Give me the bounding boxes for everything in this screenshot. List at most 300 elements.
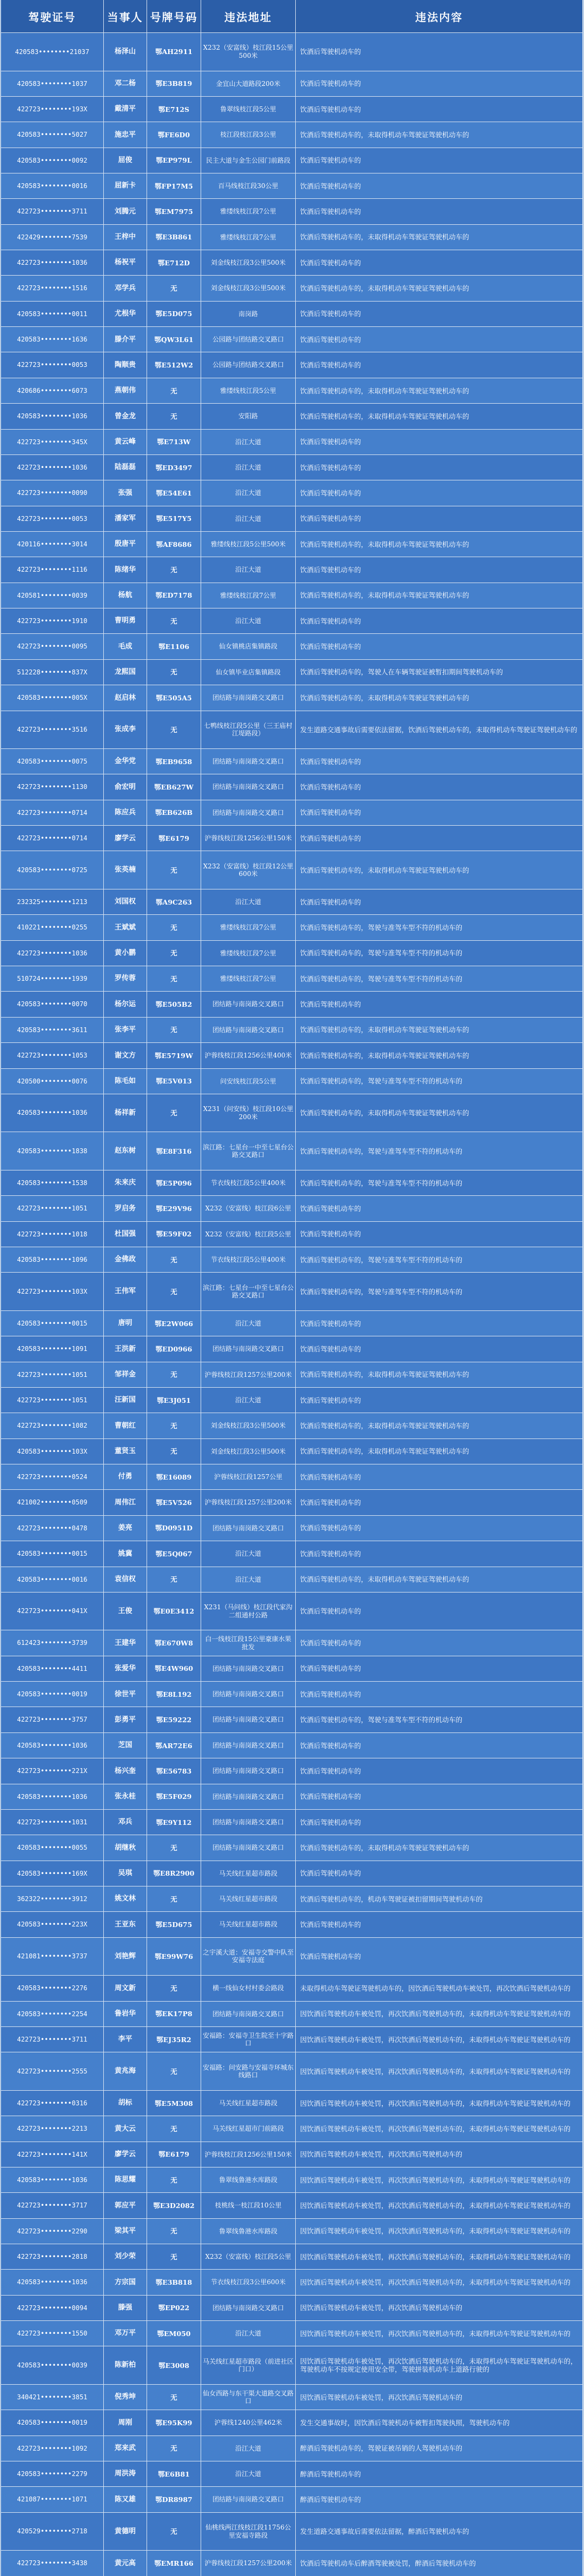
- location-cell: 之宇溪大道：安福寺交警中队至安福寺法庭: [201, 1938, 296, 1976]
- plate-number-cell: 鄂E3D2082: [147, 2193, 201, 2218]
- violation-content-cell: 发生道路交通事故后需要依法留据，饮酒后驾驶机动车的，未取得机动车驾驶证驾驶机动车的: [296, 711, 583, 749]
- party-name-cell: 龙熙国: [104, 660, 147, 685]
- location-cell: 团结路与南岗路交叉路口: [201, 749, 296, 774]
- plate-number-cell: 无: [147, 1886, 201, 1911]
- table-row: [1, 1387, 583, 1413]
- party-name-cell: 张成李: [104, 711, 147, 749]
- plate-number-cell: 鄂E4W960: [147, 1656, 201, 1681]
- table-row: [1, 1707, 583, 1732]
- party-name-cell: 王斌斌: [104, 915, 147, 940]
- plate-number-cell: 鄂E8L192: [147, 1682, 201, 1707]
- license-no-cell: 422723••••••••3717: [1, 2193, 104, 2218]
- party-name-cell: 陆磊磊: [104, 455, 147, 480]
- plate-number-cell: 鄂FE6D0: [147, 122, 201, 147]
- location-cell: 团结路与南岗路交叉路口: [201, 800, 296, 825]
- party-name-cell: 周刚: [104, 2410, 147, 2435]
- license-no-cell: 422723••••••••1082: [1, 1413, 104, 1438]
- location-cell: 刘金线枝江段3公里500米: [201, 1413, 296, 1438]
- location-cell: 团结路与南岗路交叉路口: [201, 2487, 296, 2512]
- location-cell: 团结路与南岗路交叉路口: [201, 1682, 296, 1707]
- license-no-cell: 422723••••••••1053: [1, 1043, 104, 1068]
- party-name-cell: 陈毛如: [104, 1069, 147, 1094]
- party-name-cell: 罗传蓉: [104, 966, 147, 991]
- violation-content-cell: 饮酒后驾驶机动车的，驾驶与准驾车型不符的机动车的: [296, 1069, 583, 1094]
- plate-number-cell: 无: [147, 711, 201, 749]
- location-cell: 马关线红星超市路段: [201, 1886, 296, 1911]
- party-name-cell: 方宗国: [104, 2270, 147, 2294]
- license-no-cell: 420583••••••••4411: [1, 1656, 104, 1681]
- plate-number-cell: 无: [147, 2116, 201, 2141]
- plate-number-cell: 无: [147, 1835, 201, 1860]
- license-no-cell: 422723••••••••3711: [1, 199, 104, 224]
- violation-content-cell: 饮酒后驾驶机动车的: [296, 634, 583, 659]
- violation-content-cell: 饮酒后驾驶机动车的，驾驶与准驾车型不符的机动车的: [296, 915, 583, 940]
- violation-content-cell: 饮酒后驾驶机动车的，驾驶与准驾车型不符的机动车的: [296, 1170, 583, 1195]
- plate-number-cell: 鄂EB9658: [147, 749, 201, 774]
- violation-content-cell: 饮酒后驾驶机动车的: [296, 1733, 583, 1758]
- license-no-cell: 422723••••••••1051: [1, 1388, 104, 1413]
- table-row: [1, 1336, 583, 1361]
- table-row: [1, 2384, 583, 2410]
- table-row: [1, 148, 583, 173]
- location-cell: 马关线红星超市路段: [201, 1912, 296, 1937]
- party-name-cell: 姚冀: [104, 1541, 147, 1566]
- plate-number-cell: 鄂E5V013: [147, 1069, 201, 1094]
- license-no-cell: 422723••••••••2290: [1, 2219, 104, 2244]
- license-no-cell: 340421••••••••3851: [1, 2385, 104, 2410]
- plate-number-cell: 无: [147, 1094, 201, 1132]
- violation-content-cell: 饮酒后驾驶机动车的: [296, 199, 583, 224]
- plate-number-cell: 鄂E517Y5: [147, 506, 201, 531]
- table-row: [1, 2346, 583, 2384]
- party-name-cell: 倪秀坤: [104, 2385, 147, 2410]
- license-no-cell: 420583••••••••169X: [1, 1861, 104, 1886]
- violation-content-cell: 饮酒后驾驶机动车的: [296, 1912, 583, 1937]
- party-name-cell: 周伟江: [104, 1490, 147, 1515]
- location-cell: 团结路与南岗路交叉路口: [201, 1336, 296, 1361]
- violation-content-cell: 饮酒后驾驶机动车的: [296, 173, 583, 198]
- location-cell: 团结路与南岗路交叉路口: [201, 774, 296, 799]
- table-row: [1, 2550, 583, 2575]
- plate-number-cell: 无: [147, 608, 201, 633]
- plate-number-cell: 鄂ED3497: [147, 455, 201, 480]
- license-no-cell: 410221••••••••0255: [1, 915, 104, 940]
- plate-number-cell: 鄂E6B81: [147, 2461, 201, 2486]
- location-cell: 团结路与南岗路交叉路口: [201, 1835, 296, 1860]
- violation-content-cell: 饮酒后驾驶机动车的，未取得机动车驾驶证驾驶机动车的: [296, 1567, 583, 1592]
- table-row: [1, 1413, 583, 1438]
- party-name-cell: 屈新卡: [104, 173, 147, 198]
- location-cell: 南岗路: [201, 302, 296, 326]
- location-cell: 沿江大道: [201, 506, 296, 531]
- license-no-cell: 422723••••••••1018: [1, 1222, 104, 1247]
- table-row: [1, 889, 583, 914]
- license-no-cell: 422723••••••••0524: [1, 1464, 104, 1489]
- table-row: [1, 1489, 583, 1515]
- party-name-cell: 施忠平: [104, 122, 147, 147]
- violation-content-cell: 饮酒后驾驶机动车的，未取得机动车驾驶证驾驶机动车的: [296, 1413, 583, 1438]
- plate-number-cell: 鄂E670W8: [147, 1630, 201, 1655]
- violation-content-cell: 饮酒后驾驶机动车的: [296, 1656, 583, 1681]
- violation-content-cell: 饮酒后驾驶机动车的: [296, 1311, 583, 1336]
- plate-number-cell: 鄂E5V526: [147, 1490, 201, 1515]
- plate-number-cell: 鄂E8R2900: [147, 1861, 201, 1886]
- location-cell: 雅缕线枝江段7公里: [201, 583, 296, 608]
- party-name-cell: 刘腾元: [104, 199, 147, 224]
- party-name-cell: 杜国强: [104, 1222, 147, 1247]
- license-no-cell: 512228••••••••837X: [1, 660, 104, 685]
- party-name-cell: 杨泽山: [104, 33, 147, 71]
- plate-number-cell: 鄂E712D: [147, 250, 201, 275]
- violation-content-cell: 饮酒后驾驶机动车的: [296, 302, 583, 326]
- table-row: [1, 1017, 583, 1042]
- plate-number-cell: 无: [147, 851, 201, 889]
- location-cell: 雅缕线枝江段7公里: [201, 966, 296, 991]
- party-name-cell: 黄大云: [104, 2116, 147, 2141]
- header-license-no: 驾驶证号: [1, 0, 104, 32]
- violation-content-cell: 饮酒后驾驶机动车的，驾驶与准驾车型不符的机动车的: [296, 1132, 583, 1170]
- table-row: [1, 1221, 583, 1247]
- table-row: [1, 1170, 583, 1195]
- plate-number-cell: 鄂E95K99: [147, 2410, 201, 2435]
- party-name-cell: 杨兴奎: [104, 1758, 147, 1783]
- plate-number-cell: 无: [147, 660, 201, 685]
- license-no-cell: 422723••••••••0090: [1, 480, 104, 505]
- location-cell: 节衣线枝江段5公里400米: [201, 1170, 296, 1195]
- location-cell: 鲁翠线鲁港水库路段: [201, 2167, 296, 2192]
- location-cell: 沪蓉线1240公里462米: [201, 2410, 296, 2435]
- table-row: [1, 403, 583, 429]
- license-no-cell: 420583••••••••1036: [1, 1094, 104, 1132]
- plate-number-cell: 鄂E8F316: [147, 1132, 201, 1170]
- license-no-cell: 420583••••••••1037: [1, 71, 104, 96]
- table-row: [1, 1886, 583, 1911]
- license-no-cell: 422723••••••••0094: [1, 2296, 104, 2320]
- location-cell: 横一线仙女村村委会路段: [201, 1976, 296, 2000]
- location-cell: 仙女镇桃店集镇路段: [201, 634, 296, 659]
- location-cell: 刘金线枝江段3公里500米: [201, 250, 296, 275]
- party-name-cell: 戴清平: [104, 97, 147, 122]
- party-name-cell: 王洪新: [104, 1336, 147, 1361]
- plate-number-cell: 鄂E56783: [147, 1758, 201, 1783]
- plate-number-cell: 鄂E0E3412: [147, 1593, 201, 1630]
- violation-content-cell: 因饮酒后驾驶机动车被处罚，再次饮酒后驾驶机动车的: [296, 2385, 583, 2410]
- violation-content-cell: 发生道路交通事故后需要依法留据，醉酒后驾驶机动车的: [296, 2513, 583, 2551]
- location-cell: X232（安富线）枝江段5公里: [201, 1222, 296, 1247]
- violation-content-cell: 因饮酒后驾驶机动车被处罚，再次饮酒后驾驶机动车的，未取得机动车驾驶证驾驶机动车的: [296, 2091, 583, 2116]
- plate-number-cell: 鄂ED0966: [147, 1336, 201, 1361]
- plate-number-cell: 鄂E3J051: [147, 1388, 201, 1413]
- party-name-cell: 吴琪: [104, 1861, 147, 1886]
- table-row: [1, 1592, 583, 1630]
- location-cell: 沪蓉线枝江段1257公里: [201, 1464, 296, 1489]
- table-row: [1, 851, 583, 889]
- location-cell: 团结路与南岗路交叉路口: [201, 2296, 296, 2320]
- license-no-cell: 422723••••••••1031: [1, 1810, 104, 1835]
- party-name-cell: 张英楠: [104, 851, 147, 889]
- license-no-cell: 420583••••••••1036: [1, 1733, 104, 1758]
- party-name-cell: 金佛政: [104, 1247, 147, 1272]
- license-no-cell: 420583••••••••0725: [1, 851, 104, 889]
- table-row: [1, 2142, 583, 2167]
- table-row: [1, 2026, 583, 2052]
- location-cell: 马关线红星超市路段（前进社区门口）: [201, 2346, 296, 2384]
- location-cell: 沪蓉线枝江段1256公里400米: [201, 1043, 296, 1068]
- table-row: [1, 224, 583, 250]
- plate-number-cell: 鄂E6179: [147, 826, 201, 851]
- violation-content-cell: 饮酒后驾驶机动车的: [296, 430, 583, 454]
- party-name-cell: 汪新国: [104, 1388, 147, 1413]
- table-row: [1, 2052, 583, 2090]
- party-name-cell: 黄兆海: [104, 2052, 147, 2090]
- violation-content-cell: 饮酒后驾驶机动车的，未取得机动车驾驶证驾驶机动车的: [296, 276, 583, 300]
- license-no-cell: 420583••••••••1636: [1, 327, 104, 352]
- table-row: [1, 1541, 583, 1566]
- location-cell: 沪蓉线枝江段1256公里150米: [201, 826, 296, 851]
- party-name-cell: 廖学云: [104, 2142, 147, 2167]
- table-row: [1, 2116, 583, 2141]
- violation-content-cell: 饮酒后驾驶机动车的: [296, 1810, 583, 1835]
- violation-content-cell: 饮酒后驾驶机动车的: [296, 250, 583, 275]
- plate-number-cell: 鄂EMR166: [147, 2551, 201, 2575]
- plate-number-cell: 无: [147, 2052, 201, 2090]
- party-name-cell: 邓兵: [104, 1810, 147, 1835]
- party-name-cell: 李平: [104, 2027, 147, 2052]
- table-row: [1, 711, 583, 749]
- violation-content-cell: 饮酒后驾驶机动车的: [296, 1784, 583, 1809]
- plate-number-cell: 鄂AF8686: [147, 532, 201, 557]
- location-cell: 刘金线枝江段3公里500米: [201, 276, 296, 300]
- plate-number-cell: 无: [147, 1273, 201, 1310]
- plate-number-cell: 鄂E505A5: [147, 685, 201, 710]
- table-row: [1, 2090, 583, 2116]
- location-cell: 团结路与南岗路交叉路口: [201, 992, 296, 1016]
- violation-content-cell: 饮酒后驾驶机动车的，未取得机动车驾驶证驾驶机动车的: [296, 583, 583, 608]
- violation-content-cell: 饮酒后驾驶机动车的: [296, 800, 583, 825]
- violation-content-cell: 饮酒后驾驶机动车的: [296, 889, 583, 914]
- party-name-cell: 王梓中: [104, 225, 147, 250]
- location-cell: 沿江大道: [201, 1311, 296, 1336]
- violation-content-cell: 因饮酒后驾驶机动车被处罚，再次饮酒后驾驶机动车的，未取得机动车驾驶证驾驶机动车的: [296, 2193, 583, 2218]
- table-row: [1, 1310, 583, 1336]
- party-name-cell: 邓万平: [104, 2321, 147, 2346]
- party-name-cell: 王俊: [104, 1593, 147, 1630]
- license-no-cell: 420116••••••••3014: [1, 532, 104, 557]
- license-no-cell: 362322••••••••3912: [1, 1886, 104, 1911]
- license-no-cell: 420529••••••••2718: [1, 2513, 104, 2551]
- table-row: [1, 326, 583, 352]
- party-name-cell: 刘艳辉: [104, 1938, 147, 1976]
- license-no-cell: 422723••••••••041X: [1, 1593, 104, 1630]
- violation-content-cell: 饮酒后驾驶机动车的，未取得机动车驾驶证驾驶机动车的: [296, 378, 583, 403]
- location-cell: 沿江大道: [201, 430, 296, 454]
- plate-number-cell: 无: [147, 404, 201, 429]
- license-no-cell: 422723••••••••3757: [1, 1707, 104, 1732]
- table-row: [1, 1809, 583, 1835]
- party-name-cell: 陈思耀: [104, 2167, 147, 2192]
- license-no-cell: 420583••••••••5027: [1, 122, 104, 147]
- table-row: [1, 1911, 583, 1937]
- violation-content-cell: 饮酒后驾驶机动车的: [296, 749, 583, 774]
- party-name-cell: 姜亮: [104, 1516, 147, 1541]
- license-no-cell: 420583••••••••3611: [1, 1018, 104, 1042]
- table-row: [1, 914, 583, 940]
- location-cell: 团结路与南岗路交叉路口: [201, 685, 296, 710]
- license-no-cell: 422723••••••••141X: [1, 2142, 104, 2167]
- plate-number-cell: 鄂EB626B: [147, 800, 201, 825]
- location-cell: 团结路与南岗路交叉路口: [201, 2002, 296, 2026]
- table-row: [1, 1681, 583, 1707]
- location-cell: 雅缕线枝江段5公里: [201, 378, 296, 403]
- plate-number-cell: 无: [147, 557, 201, 582]
- license-no-cell: 420583••••••••0011: [1, 302, 104, 326]
- party-name-cell: 胡标: [104, 2091, 147, 2116]
- table-row: [1, 633, 583, 659]
- violation-content-cell: 饮酒后驾驶机动车的: [296, 1516, 583, 1541]
- plate-number-cell: 无: [147, 2513, 201, 2551]
- plate-number-cell: 无: [147, 1362, 201, 1387]
- table-row: [1, 1195, 583, 1221]
- table-row: [1, 1784, 583, 1809]
- violation-content-cell: 饮酒后驾驶机动车的: [296, 774, 583, 799]
- plate-number-cell: 鄂E3008: [147, 2346, 201, 2384]
- violation-content-cell: 饮酒后驾驶机动车的，未取得机动车驾驶证驾驶机动车的: [296, 851, 583, 889]
- license-no-cell: 422723••••••••1516: [1, 276, 104, 300]
- party-name-cell: 罗启务: [104, 1196, 147, 1221]
- table-row: [1, 1094, 583, 1132]
- license-no-cell: 420583••••••••1036: [1, 1784, 104, 1809]
- location-cell: X232（安富线）枝江段5公里: [201, 2244, 296, 2269]
- plate-number-cell: 无: [147, 1567, 201, 1592]
- party-name-cell: 彭勇平: [104, 1707, 147, 1732]
- location-cell: 雅缕线枝江段5公里500米: [201, 532, 296, 557]
- party-name-cell: 张强: [104, 480, 147, 505]
- table-row: [1, 1732, 583, 1758]
- plate-number-cell: 鄂E505B2: [147, 992, 201, 1016]
- party-name-cell: 杨祝平: [104, 250, 147, 275]
- violation-content-cell: 饮酒后驾驶机动车的: [296, 327, 583, 352]
- plate-number-cell: 鄂EP022: [147, 2296, 201, 2320]
- party-name-cell: 黄德明: [104, 2513, 147, 2551]
- plate-number-cell: 鄂E5D075: [147, 302, 201, 326]
- plate-number-cell: 鄂E99W76: [147, 1938, 201, 1976]
- location-cell: X232（安富线）枝江段15公里500米: [201, 33, 296, 71]
- party-name-cell: 张爱华: [104, 1656, 147, 1681]
- violation-content-cell: 因饮酒后驾驶机动车被处罚，再次饮酒后驾驶机动车的，未取得机动车驾驶证驾驶机动车的: [296, 2219, 583, 2244]
- location-cell: 沿江大道: [201, 480, 296, 505]
- table-row: [1, 1272, 583, 1310]
- location-cell: 团结路与南岗路交叉路口: [201, 1810, 296, 1835]
- party-name-cell: 陈又雄: [104, 2487, 147, 2512]
- plate-number-cell: 无: [147, 915, 201, 940]
- plate-number-cell: 无: [147, 1976, 201, 2000]
- violation-content-cell: 发生交通事故时，因饮酒后驾驶机动车被暂扣驾驶执照，驾驶机动车的: [296, 2410, 583, 2435]
- table-row: [1, 2001, 583, 2026]
- table-row: [1, 659, 583, 685]
- license-no-cell: 612423••••••••3739: [1, 1630, 104, 1655]
- violation-content-cell: 因饮酒后驾驶机动车被处罚，再次饮酒后驾驶机动车的，未取得机动车驾驶证驾驶机动车的: [296, 2116, 583, 2141]
- party-name-cell: 赵启林: [104, 685, 147, 710]
- license-no-cell: 422723••••••••2555: [1, 2052, 104, 2090]
- license-no-cell: 422723••••••••0053: [1, 352, 104, 377]
- party-name-cell: 周文新: [104, 1976, 147, 2000]
- party-name-cell: 张李平: [104, 1018, 147, 1042]
- plate-number-cell: 无: [147, 2244, 201, 2269]
- table-header: [1, 0, 583, 32]
- violation-content-cell: 饮酒后驾驶机动车的，驾驶与准驾车型不符的机动车的: [296, 1273, 583, 1310]
- table-row: [1, 2486, 583, 2512]
- plate-number-cell: 无: [147, 276, 201, 300]
- plate-number-cell: 鄂D0951D: [147, 1516, 201, 1541]
- license-no-cell: 232325••••••••1213: [1, 889, 104, 914]
- violation-content-cell: 饮酒后驾驶机动车的: [296, 506, 583, 531]
- plate-number-cell: 无: [147, 1439, 201, 1464]
- table-row: [1, 96, 583, 122]
- table-row: [1, 1656, 583, 1681]
- location-cell: 团结路与南岗路交叉路口: [201, 1018, 296, 1042]
- plate-number-cell: 鄂DR8987: [147, 2487, 201, 2512]
- party-name-cell: 邓学兵: [104, 276, 147, 300]
- location-cell: 马关线红星超市门前路段: [201, 2116, 296, 2141]
- plate-number-cell: 无: [147, 2436, 201, 2461]
- violation-content-cell: 饮酒后驾驶机动车的，未取得机动车驾驶证驾驶机动车的: [296, 1018, 583, 1042]
- table-row: [1, 429, 583, 454]
- license-no-cell: 420583••••••••0015: [1, 1311, 104, 1336]
- party-name-cell: 王伟军: [104, 1273, 147, 1310]
- license-no-cell: 420583••••••••1036: [1, 404, 104, 429]
- table-row: [1, 2512, 583, 2551]
- table-row: [1, 2244, 583, 2269]
- license-no-cell: 420583••••••••0092: [1, 148, 104, 173]
- plate-number-cell: 鄂E512W2: [147, 352, 201, 377]
- party-name-cell: 燕朝伟: [104, 378, 147, 403]
- violation-content-cell: 醉酒后驾驶机动车的: [296, 2461, 583, 2486]
- plate-number-cell: 鄂E1106: [147, 634, 201, 659]
- violation-content-cell: 饮酒后驾驶机动车的，未取得机动车驾驶证驾驶机动车的: [296, 225, 583, 250]
- party-name-cell: 曹朝红: [104, 1413, 147, 1438]
- violation-content-cell: 饮酒后驾驶机动车的: [296, 992, 583, 1016]
- plate-number-cell: 鄂E5F029: [147, 1784, 201, 1809]
- table-row: [1, 352, 583, 377]
- location-cell: 民主大道与金生公园门前路段: [201, 148, 296, 173]
- party-name-cell: 袁信权: [104, 1567, 147, 1592]
- violation-content-cell: 饮酒后驾驶机动车的: [296, 1758, 583, 1783]
- plate-number-cell: 鄂EB627W: [147, 774, 201, 799]
- party-name-cell: 金华党: [104, 749, 147, 774]
- violation-content-cell: 饮酒后驾驶机动车的，未取得机动车驾驶证驾驶机动车的: [296, 1835, 583, 1860]
- party-name-cell: 郭应平: [104, 2193, 147, 2218]
- violation-content-cell: 饮酒后驾驶机动车的: [296, 608, 583, 633]
- plate-number-cell: 无: [147, 378, 201, 403]
- plate-number-cell: 鄂E3B861: [147, 225, 201, 250]
- location-cell: X231（问安线）枝江段10公里200米: [201, 1094, 296, 1132]
- party-name-cell: 董贤玉: [104, 1439, 147, 1464]
- party-name-cell: 屈俊: [104, 148, 147, 173]
- location-cell: X232（安富线）枝江段6公里: [201, 1196, 296, 1221]
- license-no-cell: 420583••••••••1538: [1, 1170, 104, 1195]
- party-name-cell: 黄元高: [104, 2551, 147, 2575]
- table-row: [1, 480, 583, 505]
- violation-content-cell: 饮酒后驾驶机动车的: [296, 33, 583, 71]
- location-cell: 白一线枝江段15公里豪康水果批发: [201, 1630, 296, 1655]
- location-cell: 仙女西路与东干渠大道路交叉路口: [201, 2385, 296, 2410]
- party-name-cell: 胡继秋: [104, 1835, 147, 1860]
- location-cell: 沿江大道: [201, 608, 296, 633]
- location-cell: 沿江大道: [201, 1388, 296, 1413]
- party-name-cell: 陶顺贵: [104, 352, 147, 377]
- location-cell: 仙桃线两江线枝江段11756公里安福寺路段: [201, 2513, 296, 2551]
- violation-content-cell: 饮酒后驾驶机动车的，驾驶与准驾车型不符的机动车的: [296, 941, 583, 966]
